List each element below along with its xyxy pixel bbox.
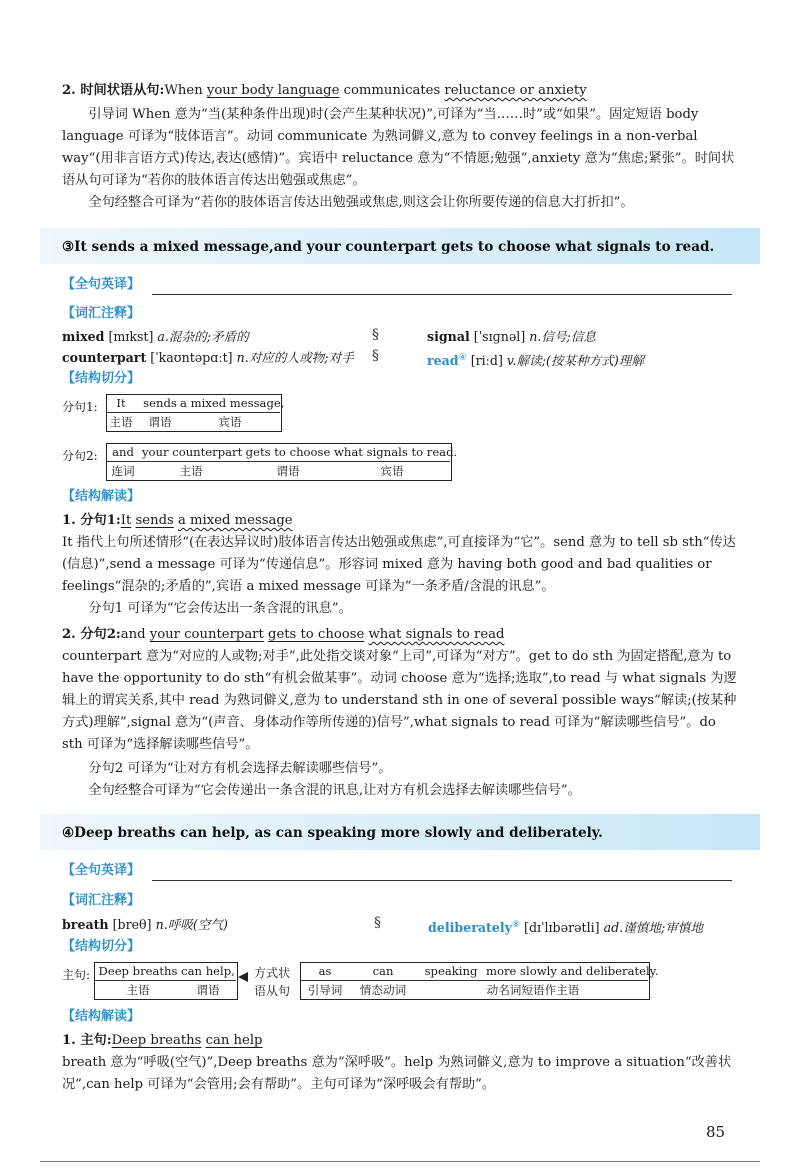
vocab-word: deliberately [428,920,512,936]
adv-word: as [318,964,332,978]
vocab-word: breath [62,917,109,932]
vocab-phon: [dɪˈlɪbərətli] [524,920,600,936]
heading-text: and [120,627,150,642]
object-wavy: what signals to read [368,627,505,642]
main-word: can help, [181,964,235,978]
main-role: 主语 [126,983,150,997]
translate-blank [152,880,732,881]
clause1-word: sends [143,396,177,410]
vocab-word: read [427,353,459,369]
vocab-read [427,349,644,370]
adv-label-2: 语从句 [254,984,291,998]
vocab-phon: [mɪkst] [108,329,154,344]
heading-text: communicates [339,83,445,98]
label-struct: 【结构切分】 [62,939,141,954]
vocab-def: ad.谨慎地;审慎地 [603,920,703,936]
clause1-role: 主语 [109,415,133,429]
divider-symbol: § [372,348,379,364]
main-role: 谓语 [196,983,220,997]
sentence-3: ③It sends a mixed message,and your counterpart gets to choose what signals to read. [62,239,715,255]
vocab-word: mixed [62,329,105,344]
section2-heading [62,80,738,102]
analysis-num: 1. 分句1: [62,513,121,528]
label-analysis: 【结构解读】 [62,489,141,504]
vocab-phon: [ˈsɪɡnəl] [473,329,526,344]
vocab-phon: [riːd] [470,353,503,369]
vocab-counterpart [62,349,354,367]
label-analysis: 【结构解读】 [62,1009,141,1024]
clause2-label: 分句2: [62,449,98,463]
analysis2-heading [62,624,738,646]
clause1-divider [106,412,280,413]
divider-symbol: § [372,327,379,343]
label-translate: 【全句英译】 [62,863,141,878]
heading-text: When [164,83,207,98]
predicate-underline: gets to choose [268,627,365,642]
main-clause-label: 主句: [62,968,91,982]
vocab-def: n.呼吸(空气) [155,917,228,932]
subject-underline: your counterpart [149,627,264,642]
adv-word: speaking [424,964,478,978]
clause1-word: It [116,396,126,410]
predicate-underline: can help [205,1033,263,1048]
vocab-signal [427,328,596,346]
label-vocab: 【词汇注释】 [62,893,141,908]
sentence-4: ④Deep breaths can help, as can speaking more slowly and deliberately. [62,825,603,841]
clause1-role: 谓语 [148,415,172,429]
vocab-def: n.信号;信息 [529,329,596,344]
object-wavy: reluctance or anxiety [444,83,587,98]
clause2-role: 主语 [179,464,203,478]
subject-underline: your body language [206,83,340,98]
analysis1-translation: 分句1 可译为“它会传达出一条含混的讯息”。 [88,601,352,616]
section2-heading-num: 2. 时间状语从句: [62,83,165,98]
clause1-label: 分句1: [62,400,98,414]
analysis2-translation: 分句2 可译为“让对方有机会选择去解读哪些信号”。 [88,761,392,776]
s3-summary: 全句经整合可译为“它会传递出一条含混的讯息,让对方有机会选择去解读哪些信号”。 [88,783,581,798]
clause2-word: gets to choose [245,445,331,459]
label-translate: 【全句英译】 [62,277,141,292]
adv-role: 情态动词 [359,983,407,997]
translate-blank [152,294,732,295]
page-number: 85 [706,1123,726,1141]
clause2-role: 宾语 [380,464,404,478]
arrow-left-icon [238,972,252,982]
vocab-def: a.混杂的;矛盾的 [157,329,249,344]
predicate-underline: sends [135,513,174,528]
adv-word: more slowly and deliberately. [486,964,659,978]
vocab-def: n.对应的人或物;对手 [236,350,354,365]
object-wavy: a mixed message [177,513,293,528]
footer-rule [40,1161,760,1162]
adv-role: 动名词短语作主语 [486,983,580,997]
clause2-word: what signals to read. [334,445,458,459]
clause1-word: a mixed message, [180,396,285,410]
vocab-word: counterpart [62,350,147,365]
label-vocab: 【词汇注释】 [62,306,141,321]
subject-underline: It [120,513,132,528]
vocab-word: signal [427,329,470,344]
clause2-word: your counterpart [142,445,243,459]
adv-clause-divider [300,980,648,981]
analysis-num: 1. 主句: [62,1033,112,1048]
adv-word: can [372,964,394,978]
vocab-deliberately [428,916,703,937]
analysis1-paragraph: It 指代上句所述情形“(在表达异议时)肢体语言传达出勉强或焦虑”,可直接译为“它”。send 意为 to tell sb sth“传达(信息)”,send a message 可译为“传递信息”。形容词 mixed 意为 having both good and bad qualities or feelings“混杂的;矛盾的”,宾语 a mixed message 可译为“一条矛盾/含混的讯息”。 [62,535,736,594]
vocab-phon: [ˈkaʊntəpɑːt] [150,350,233,365]
clause2-word: and [112,445,134,459]
vocab-breath [62,916,228,934]
vocab-phon: [breθ] [112,917,152,932]
vocab-mixed [62,328,249,346]
vocab-def: v.解读;(按某种方式)理解 [506,353,644,369]
s4-analysis1-heading [62,1030,738,1052]
star-badge: ⑧ [511,920,521,930]
subject-underline: Deep breaths [111,1033,202,1048]
section2-summary: 全句经整合可译为“若你的肢体语言传达出勉强或焦虑,则这会让你所要传递的信息大打折扣”。 [88,195,634,210]
clause1-role: 宾语 [218,415,242,429]
analysis-num: 2. 分句2: [62,627,121,642]
divider-symbol: § [374,915,381,931]
analysis2-paragraph: counterpart 意为“对应的人或物;对手”,此处指交谈对象“上司”,可译为“对方”。get to do sth 为固定搭配,意为 to have the opportunity to do sth“有机会做某事”。动词 choose 意为“选择;选取”,to read 与 what signals 为逻辑上的谓宾关系,其中 read 为熟词僻义,意为 to understand sth in one of several possible ways“解读;(按某种方式)理解”,signal 意为“(声音、身体动作等所传递的)信号”,what signals to read 可译为“解读哪些信号”。do sth 可译为“选择解读哪些信号”。 [62,649,737,752]
s4-analysis1-paragraph: breath 意为“呼吸(空气)”,Deep breaths 意为“深呼吸”。help 为熟词僻义,意为 to improve a situation“改善状况”,can help 可译为“会管用;会有帮助”。主句可译为“深呼吸会有帮助”。 [62,1055,732,1092]
clause2-role: 谓语 [276,464,300,478]
clause2-role: 连词 [111,464,135,478]
clause2-divider [106,461,450,462]
adv-label: 方式状 [254,966,291,980]
main-word: Deep breaths [98,964,178,978]
star-badge: ④ [458,353,467,363]
label-struct: 【结构切分】 [62,371,141,386]
section2-paragraph: 引导词 When 意为“当(某种条件出现)时(会产生某种状况)”,可译为“当……时”或“如果”。固定短语 body language 可译为“肢体语言”。动词 communicate 为熟词僻义,意为 to convey feelings in a non-verbal way“(用非言语方式)传达,表达(感情)”。宾语中 reluctance 意为“不情愿;勉强”,anxiety 意为“焦虑;紧张”。时间状语从句可译为“若你的肢体语言传达出勉强或焦虑”。 [62,107,735,188]
adv-role: 引导词 [307,983,343,997]
analysis1-heading [62,510,738,532]
main-clause-divider [94,980,236,981]
